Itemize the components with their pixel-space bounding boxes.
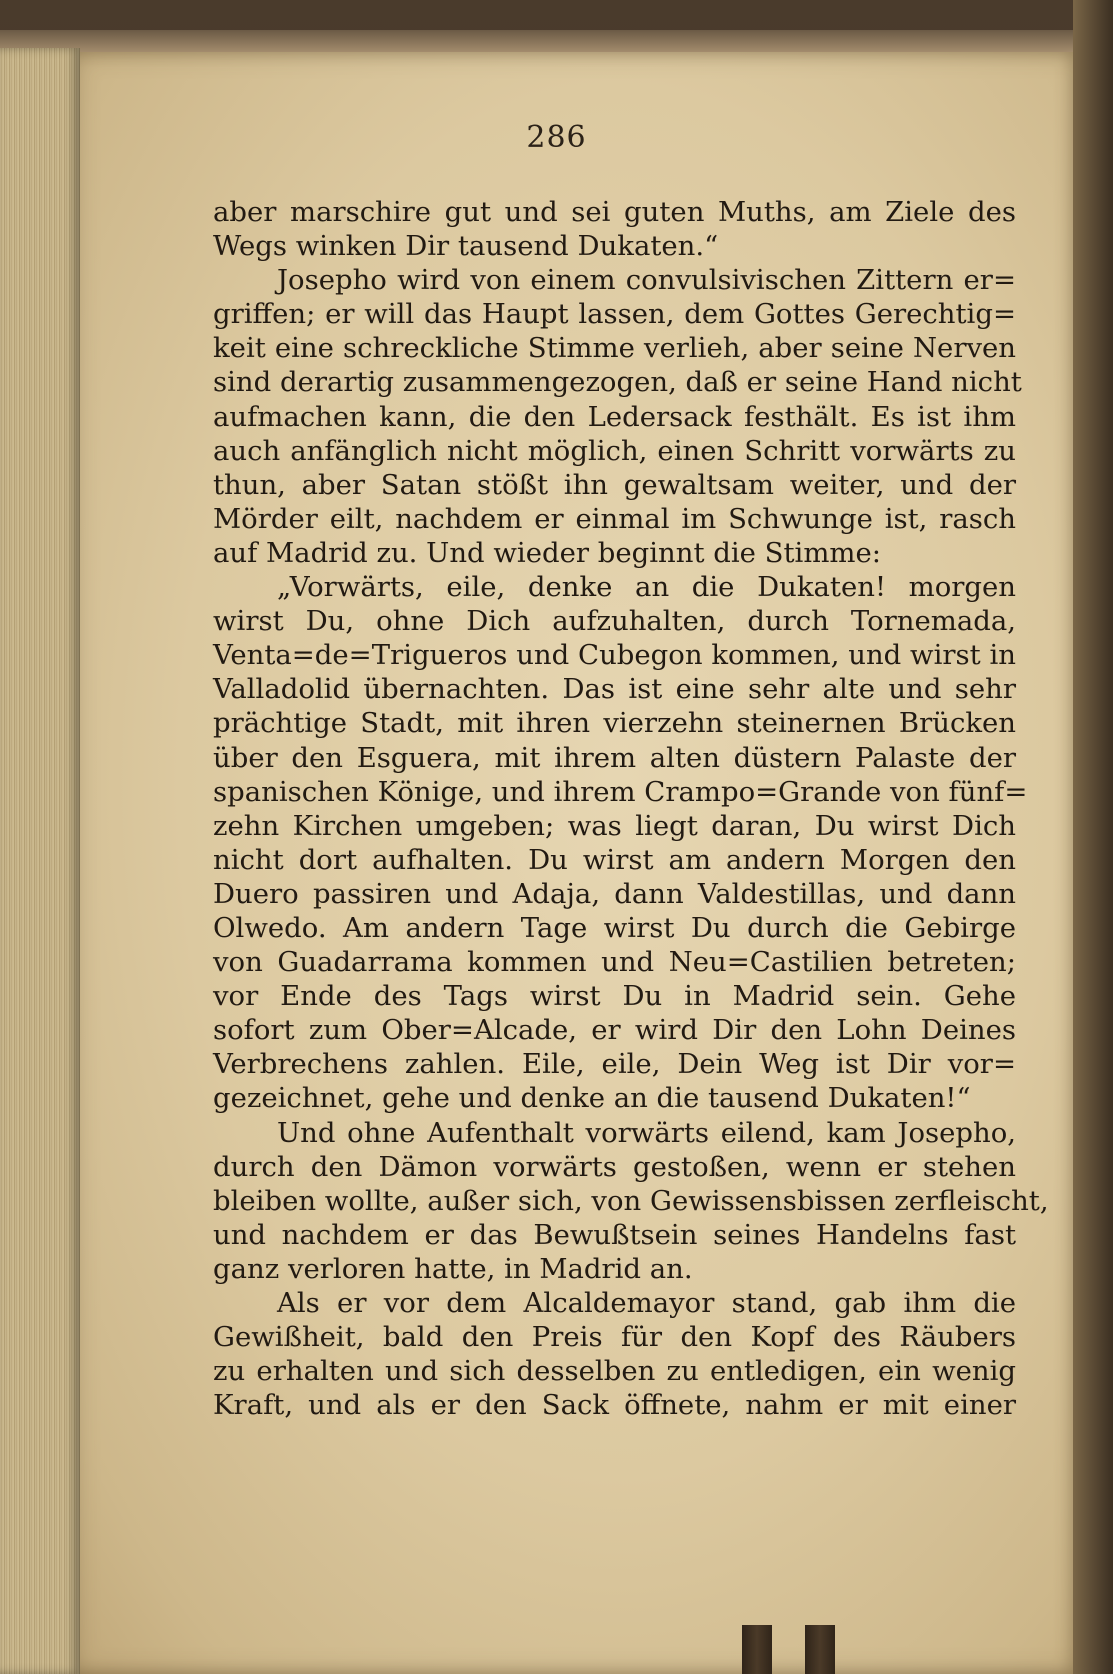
text-line: bleiben wollte, außer sich, von Gewissensbissen zerfleischt,: [213, 1184, 1049, 1217]
text-line: keit eine schreckliche Stimme verlieh, aber seine Nerven: [213, 332, 1016, 365]
text-line: Verbrechens zahlen. Eile, eile, Dein Weg ist Dir vor=: [213, 1048, 1016, 1081]
text-line: auf Madrid zu. Und wieder beginnt die Stimme:: [213, 536, 882, 569]
text-line: Duero passiren und Adaja, dann Valdestillas, und dann: [213, 877, 1016, 910]
text-line: Olwedo. Am andern Tage wirst Du durch die Gebirge: [213, 911, 1016, 944]
book-spine: [1073, 0, 1113, 1674]
body-text: [213, 195, 1049, 1422]
text-line: auch anfänglich nicht möglich, einen Schritt vorwärts zu: [213, 434, 1016, 467]
bookmark-ribbon: [805, 1625, 835, 1674]
text-line: thun, aber Satan stößt ihn gewaltsam weiter, und der: [213, 468, 1016, 501]
text-line: spanischen Könige, und ihrem Crampo=Grande von fünf=: [213, 775, 1028, 808]
text-line: nicht dort aufhalten. Du wirst am andern Morgen den: [213, 843, 1016, 876]
text-line: aber marschire gut und sei guten Muths, am Ziele des: [213, 196, 1016, 228]
text-line: durch den Dämon vorwärts gestoßen, wenn er stehen: [213, 1150, 1016, 1183]
text-line: Gewißheit, bald den Preis für den Kopf des Räubers: [213, 1321, 1016, 1354]
text-line: prächtige Stadt, mit ihren vierzehn steinernen Brücken: [213, 707, 1016, 740]
text-line: Wegs winken Dir tausend Dukaten.“: [213, 230, 719, 263]
text-line: Josepho wird von einem convulsivischen Zittern er=: [277, 264, 1016, 297]
bookmark-ribbon: [742, 1625, 772, 1674]
text-line: sind derartig zusammengezogen, daß er seine Hand nicht: [213, 366, 1022, 399]
text-line: „Vorwärts, eile, denke an die Dukaten! morgen: [277, 571, 1016, 604]
text-line: sofort zum Ober=Alcade, er wird Dir den Lohn Deines: [213, 1014, 1016, 1047]
text-line: Mörder eilt, nachdem er einmal im Schwunge ist, rasch: [213, 502, 1016, 535]
text-line: Venta=de=Trigueros und Cubegon kommen, und wirst in: [213, 639, 1016, 672]
book-top-edge: [0, 30, 1113, 54]
text-line: zehn Kirchen umgeben; was liegt daran, Du wirst Dich: [213, 809, 1016, 842]
page-number: 286: [526, 120, 587, 155]
text-line: aufmachen kann, die den Ledersack festhält. Es ist ihm: [213, 400, 1016, 433]
text-line: vor Ende des Tags wirst Du in Madrid sein. Gehe: [213, 980, 1016, 1013]
text-line: über den Esguera, mit ihrem alten düstern Palaste der: [213, 741, 1016, 774]
text-line: gezeichnet, gehe und denke an die tausend Dukaten!“: [213, 1082, 971, 1115]
text-line: von Guadarrama kommen und Neu=Castilien betreten;: [213, 946, 1016, 979]
text-line: Als er vor dem Alcaldemayor stand, gab ihm die: [277, 1287, 1016, 1319]
text-line: und nachdem er das Bewußtsein seines Handelns fast: [213, 1218, 1016, 1251]
text-line: ganz verloren hatte, in Madrid an.: [213, 1252, 693, 1285]
text-line: wirst Du, ohne Dich aufzuhalten, durch Tornemada,: [213, 605, 1016, 638]
text-line: zu erhalten und sich desselben zu entledigen, ein wenig: [213, 1355, 1016, 1388]
text-line: griffen; er will das Haupt lassen, dem Gottes Gerechtig=: [213, 298, 1016, 331]
text-line: Valladolid übernachten. Das ist eine sehr alte und sehr: [213, 673, 1016, 706]
text-line: Kraft, und als er den Sack öffnete, nahm er mit einer: [213, 1389, 1016, 1422]
page-stack-edges: [0, 48, 80, 1674]
text-line: Und ohne Aufenthalt vorwärts eilend, kam Josepho,: [277, 1116, 1016, 1149]
